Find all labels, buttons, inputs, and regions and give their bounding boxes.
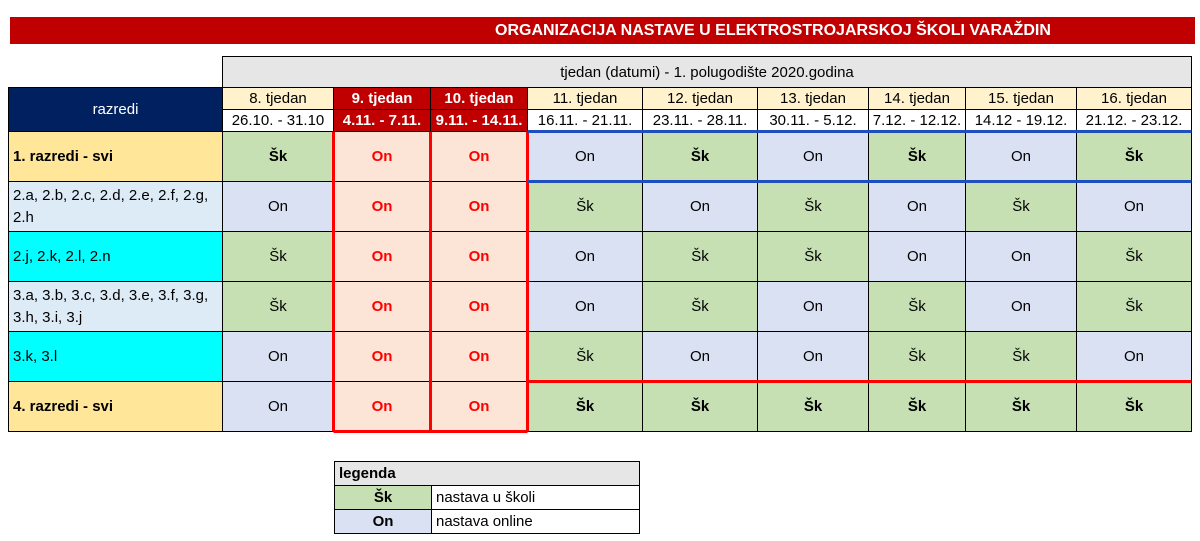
week-dates: 21.12. - 23.12. [1077,110,1192,132]
schedule-cell: On [758,132,869,182]
razredi-header: razredi [9,88,223,132]
week-dates: 30.11. - 5.12. [758,110,869,132]
table-row [9,382,1192,432]
week-label: 14. tjedan [869,88,966,110]
schedule-cell: Šk [758,382,869,432]
class-group-label: 2.j, 2.k, 2.l, 2.n [9,232,223,282]
table-row [9,332,1192,382]
schedule-cell: On [334,232,431,282]
week-label: 9. tjedan [334,88,431,110]
schedule-cell: Šk [528,182,643,232]
schedule-cell: Šk [869,332,966,382]
banner-title: ORGANIZACIJA NASTAVE U ELEKTROSTROJARSKOJ ŠKOLI VARAŽDIN [495,22,1051,39]
week-label: 12. tjedan [643,88,758,110]
period-title: tjedan (datumi) - 1. polugodište 2020.godina [223,57,1192,88]
schedule-cell: On [643,182,758,232]
schedule-cell: Šk [1077,382,1192,432]
schedule-cell: On [334,132,431,182]
week-dates: 4.11. - 7.11. [334,110,431,132]
table-row [9,182,1192,232]
schedule-cell: Šk [966,332,1077,382]
schedule-cell: On [431,282,528,332]
schedule-cell: Šk [528,382,643,432]
schedule-cell: Šk [1077,282,1192,332]
legend [334,461,640,534]
week-label: 15. tjedan [966,88,1077,110]
schedule-cell: Šk [223,232,334,282]
class-group-label: 2.a, 2.b, 2.c, 2.d, 2.e, 2.f, 2.g, 2.h [9,182,223,232]
schedule-cell: On [334,382,431,432]
week-label: 13. tjedan [758,88,869,110]
week-label: 16. tjedan [1077,88,1192,110]
schedule-cell: On [223,382,334,432]
schedule-cell: Šk [643,232,758,282]
schedule-cell: Šk [869,382,966,432]
schedule-cell: On [758,282,869,332]
schedule-cell: Šk [758,182,869,232]
schedule-cell: On [223,182,334,232]
legend-online-code: On [335,510,432,534]
schedule-cell: On [334,182,431,232]
schedule-cell: On [869,232,966,282]
schedule-cell: On [334,332,431,382]
schedule-cell: On [966,132,1077,182]
schedule-cell: Šk [643,132,758,182]
schedule-cell: On [758,332,869,382]
schedule-cell: Šk [528,332,643,382]
schedule-cell: On [431,132,528,182]
schedule-cell: On [528,232,643,282]
schedule-table [8,56,1192,432]
schedule-cell: Šk [869,282,966,332]
week-dates: 14.12 - 19.12. [966,110,1077,132]
schedule-cell: Šk [966,382,1077,432]
page-banner [10,17,1195,44]
schedule-cell: Šk [758,232,869,282]
legend-school-text: nastava u školi [432,486,640,510]
schedule-cell: On [431,332,528,382]
schedule-cell: On [334,282,431,332]
week-dates: 16.11. - 21.11. [528,110,643,132]
schedule-cell: Šk [223,282,334,332]
schedule-cell: Šk [643,382,758,432]
schedule-cell: Šk [869,132,966,182]
schedule-cell: On [966,282,1077,332]
schedule-cell: On [223,332,334,382]
class-group-label: 3.a, 3.b, 3.c, 3.d, 3.e, 3.f, 3.g, 3.h, 3.i, 3.j [9,282,223,332]
schedule-cell: On [1077,182,1192,232]
legend-online-text: nastava online [432,510,640,534]
table-row [9,132,1192,182]
table-row [9,282,1192,332]
schedule-cell: Šk [1077,132,1192,182]
schedule-cell: On [1077,332,1192,382]
week-dates: 26.10. - 31.10 [223,110,334,132]
week-dates: 23.11. - 28.11. [643,110,758,132]
schedule-cell: On [528,132,643,182]
schedule-cell: Šk [1077,232,1192,282]
legend-title: legenda [335,462,640,486]
schedule-cell: Šk [643,282,758,332]
class-group-label: 4. razredi - svi [9,382,223,432]
week-dates: 7.12. - 12.12. [869,110,966,132]
schedule-cell: Šk [966,182,1077,232]
legend-school-code: Šk [335,486,432,510]
class-group-label: 3.k, 3.l [9,332,223,382]
week-label: 8. tjedan [223,88,334,110]
schedule-cell: On [431,182,528,232]
schedule-cell: On [869,182,966,232]
schedule-cell: On [528,282,643,332]
schedule-cell: Šk [223,132,334,182]
class-group-label: 1. razredi - svi [9,132,223,182]
week-label: 10. tjedan [431,88,528,110]
week-label: 11. tjedan [528,88,643,110]
schedule-cell: On [643,332,758,382]
week-dates: 9.11. - 14.11. [431,110,528,132]
schedule-cell: On [431,382,528,432]
schedule-cell: On [966,232,1077,282]
corner-empty [9,57,223,88]
schedule-cell: On [431,232,528,282]
table-row [9,232,1192,282]
